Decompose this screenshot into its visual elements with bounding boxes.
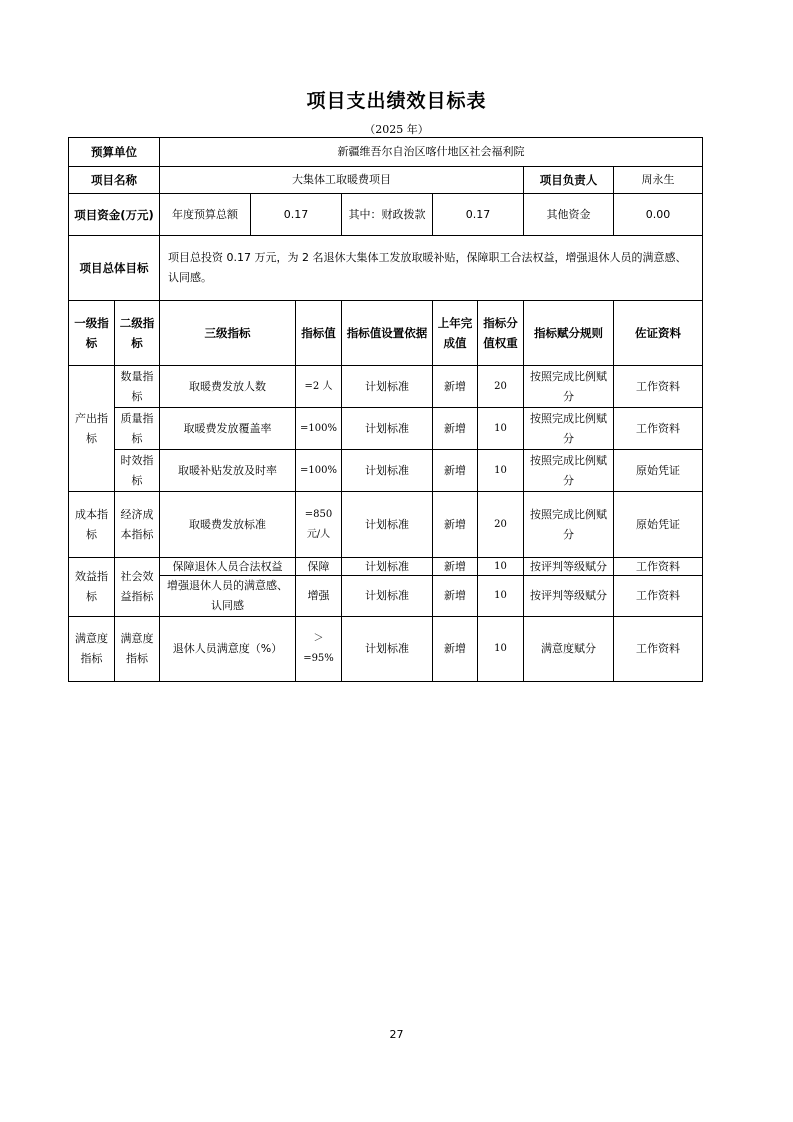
header-evidence: 佐证资料 xyxy=(614,301,702,366)
evidence-cell: 原始凭证 xyxy=(614,450,702,492)
performance-table xyxy=(68,137,703,682)
rule-cell: 按照完成比例赋分 xyxy=(524,366,614,408)
last-year-cell: 新增 xyxy=(433,492,478,558)
header-weight: 指标分值权重 xyxy=(478,301,524,366)
header-basis: 指标值设置依据 xyxy=(342,301,433,366)
level2-cell: 满意度指标 xyxy=(115,617,160,681)
level3-cell: 取暖费发放人数 xyxy=(160,366,296,408)
basis-cell: 计划标准 xyxy=(342,408,433,450)
rule-cell: 按照完成比例赋分 xyxy=(524,492,614,558)
level3-cell: 增强退休人员的满意感、认同感 xyxy=(160,576,296,617)
rule-cell: 满意度赋分 xyxy=(524,617,614,681)
level2-cell: 经济成本指标 xyxy=(115,492,160,558)
level3-cell: 保障退休人员合法权益 xyxy=(160,558,296,576)
value-cell: 保障 xyxy=(296,558,342,576)
weight-cell: 10 xyxy=(478,450,524,492)
page-title: 项目支出绩效目标表 xyxy=(306,90,487,112)
level1-cell: 成本指标 xyxy=(69,492,115,558)
annual-total-value: 0.17 xyxy=(251,194,342,236)
rule-cell: 按照完成比例赋分 xyxy=(524,408,614,450)
page-number: 27 xyxy=(389,1028,404,1041)
budget-unit-value: 新疆维吾尔自治区喀什地区社会福利院 xyxy=(160,138,702,167)
overall-goal-value: 项目总投资 0.17 万元，为 2 名退休大集体工发放取暖补贴，保障职工合法权益，增强退休人员的满意感、认同感。 xyxy=(160,236,702,301)
weight-cell: 20 xyxy=(478,366,524,408)
level3-cell: 退休人员满意度（%） xyxy=(160,617,296,681)
basis-cell: 计划标准 xyxy=(342,617,433,681)
header-level3: 三级指标 xyxy=(160,301,296,366)
evidence-cell: 工作资料 xyxy=(614,408,702,450)
basis-cell: 计划标准 xyxy=(342,558,433,576)
rule-cell: 按评判等级赋分 xyxy=(524,558,614,576)
year-label: （2025 年） xyxy=(364,123,429,136)
basis-cell: 计划标准 xyxy=(342,492,433,558)
level2-cell: 社会效益指标 xyxy=(115,558,160,617)
level2-cell: 数量指标 xyxy=(115,366,160,408)
level1-cell: 效益指标 xyxy=(69,558,115,617)
basis-cell: 计划标准 xyxy=(342,450,433,492)
last-year-cell: 新增 xyxy=(433,558,478,576)
rule-cell: 按评判等级赋分 xyxy=(524,576,614,617)
evidence-cell: 工作资料 xyxy=(636,642,680,655)
evidence-cell: 原始凭证 xyxy=(614,492,702,558)
level1-cell: 满意度指标 xyxy=(69,617,115,681)
project-leader-label: 项目负责人 xyxy=(524,167,614,194)
other-funds-value: 0.00 xyxy=(614,194,702,236)
weight-cell: 10 xyxy=(478,617,524,681)
weight-cell: 10 xyxy=(478,558,524,576)
fiscal-label: 其中：财政拨款 xyxy=(342,194,433,236)
value-cell: =2 人 xyxy=(296,366,342,408)
weight-cell: 10 xyxy=(478,576,524,617)
value-cell: 增强 xyxy=(296,576,342,617)
basis-cell: 计划标准 xyxy=(342,366,433,408)
level2-cell: 时效指标 xyxy=(115,450,160,492)
overall-goal-label: 项目总体目标 xyxy=(69,236,160,301)
value-cell: ＞=95% xyxy=(296,617,342,681)
header-last-year: 上年完成值 xyxy=(433,301,478,366)
last-year-cell: 新增 xyxy=(433,576,478,617)
level3-cell: 取暖费发放标准 xyxy=(160,492,296,558)
annual-total-label: 年度预算总额 xyxy=(160,194,251,236)
other-funds-label: 其他资金 xyxy=(524,194,614,236)
rule-cell: 按照完成比例赋分 xyxy=(524,450,614,492)
evidence-cell: 工作资料 xyxy=(614,576,702,617)
header-value: 指标值 xyxy=(296,301,342,366)
project-name-label: 项目名称 xyxy=(69,167,160,194)
basis-cell: 计划标准 xyxy=(342,576,433,617)
last-year-cell: 新增 xyxy=(433,408,478,450)
level1-cell: 产出指标 xyxy=(69,366,115,492)
header-rule: 指标赋分规则 xyxy=(524,301,614,366)
level3-cell: 取暖费发放覆盖率 xyxy=(160,408,296,450)
value-cell: =100% xyxy=(296,408,342,450)
level2-cell: 质量指标 xyxy=(115,408,160,450)
weight-cell: 20 xyxy=(478,492,524,558)
budget-unit-label: 预算单位 xyxy=(69,138,160,167)
weight-cell: 10 xyxy=(478,408,524,450)
project-name-value: 大集体工取暖费项目 xyxy=(160,167,524,194)
last-year-cell: 新增 xyxy=(433,366,478,408)
header-level2: 二级指标 xyxy=(115,301,160,366)
header-level1: 一级指标 xyxy=(69,301,115,366)
last-year-cell: 新增 xyxy=(433,617,478,681)
evidence-cell: 工作资料 xyxy=(614,558,702,576)
fiscal-value: 0.17 xyxy=(433,194,524,236)
last-year-cell: 新增 xyxy=(433,450,478,492)
project-funds-label: 项目资金(万元) xyxy=(69,194,160,236)
value-cell: =100% xyxy=(296,450,342,492)
value-cell: =850元/人 xyxy=(296,492,342,558)
evidence-cell: 工作资料 xyxy=(614,366,702,408)
project-leader-value: 周永生 xyxy=(614,167,702,194)
level3-cell: 取暖补贴发放及时率 xyxy=(160,450,296,492)
